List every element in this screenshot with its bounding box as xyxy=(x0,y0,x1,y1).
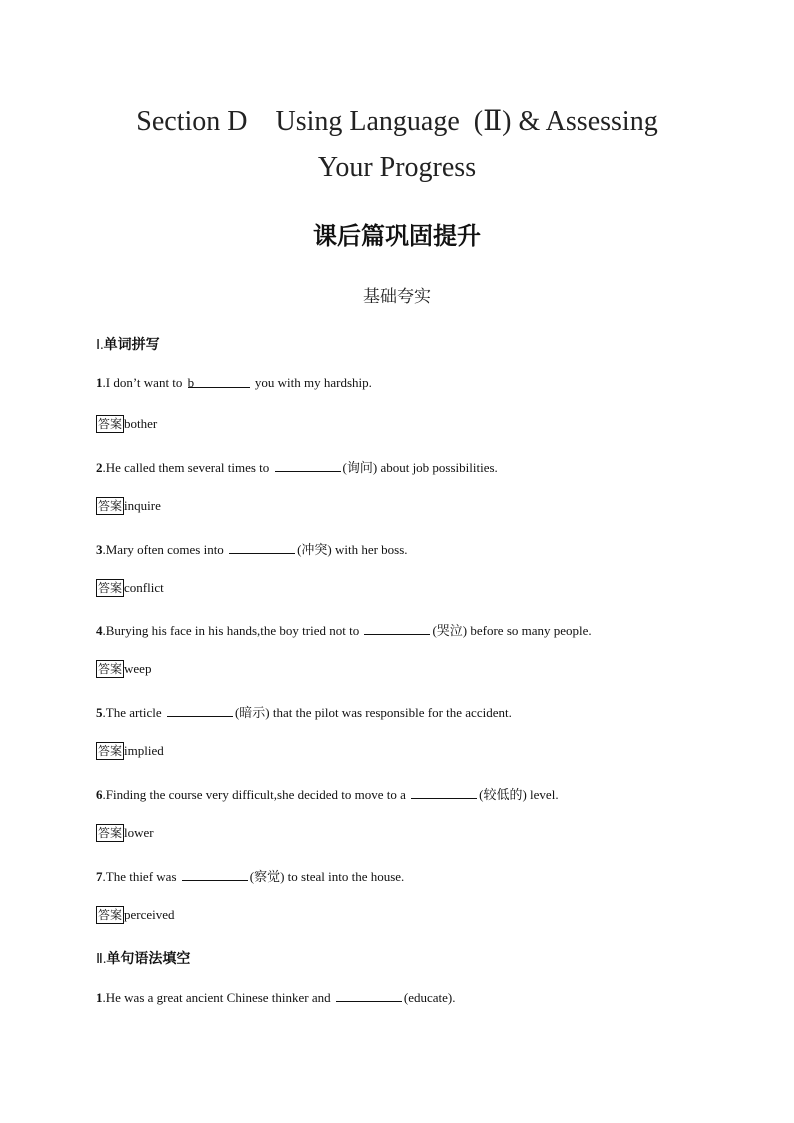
question-text-after: you with my hardship. xyxy=(251,375,372,390)
blank-prefix: b xyxy=(187,375,195,390)
answer-5 xyxy=(96,742,164,760)
answer-label: 答案 xyxy=(98,581,123,596)
answer-text: implied xyxy=(124,743,164,759)
question-number: 1 xyxy=(96,375,103,390)
question-text-before: .Burying his face in his hands,the boy tried not to xyxy=(102,623,363,638)
question-number: 6 xyxy=(96,787,103,802)
question-text-before: .The article xyxy=(102,705,165,720)
question-text-after: (哭泣) before so many people. xyxy=(432,623,592,638)
part2-question-1 xyxy=(96,989,456,1006)
answer-blank xyxy=(364,622,430,635)
question-text-after: (较低的) level. xyxy=(479,787,559,802)
answer-label: 答案 xyxy=(98,908,123,923)
answer-blank xyxy=(411,786,477,799)
answer-text: perceived xyxy=(124,907,175,923)
answer-blank xyxy=(167,704,233,717)
answer-1 xyxy=(96,415,157,433)
part2-heading xyxy=(96,948,190,968)
question-4 xyxy=(96,620,592,639)
question-text-after: (冲突) with her boss. xyxy=(297,542,408,557)
page-subtitle: 课后篇巩固提升 xyxy=(313,222,481,250)
answer-label: 答案 xyxy=(98,417,123,432)
question-7 xyxy=(96,866,404,885)
part1-number: Ⅰ. xyxy=(96,338,104,353)
answer-text: conflict xyxy=(124,580,164,596)
page-title-line-1: Section D Using Language (Ⅱ) & Assessing xyxy=(136,106,658,137)
answer-blank xyxy=(275,459,341,472)
part1-heading xyxy=(96,334,160,354)
part2-heading-text: 单句语法填空 xyxy=(106,951,191,967)
question-number: 3 xyxy=(96,542,103,557)
question-5 xyxy=(96,702,512,721)
answer-blank xyxy=(188,375,250,388)
question-number: 7 xyxy=(96,869,103,884)
answer-3 xyxy=(96,579,164,597)
question-number: 1 xyxy=(96,990,103,1005)
question-text-after: (educate). xyxy=(403,990,456,1005)
answer-6 xyxy=(96,824,154,842)
question-6 xyxy=(96,784,559,803)
answer-label: 答案 xyxy=(98,744,123,759)
question-text-before: .The thief was xyxy=(102,869,180,884)
question-text-before: .Mary often comes into xyxy=(102,542,228,557)
answer-label: 答案 xyxy=(98,662,123,677)
answer-2 xyxy=(96,497,161,515)
question-2 xyxy=(96,457,498,476)
question-text-before: .He was a great ancient Chinese thinker and xyxy=(102,990,334,1005)
answer-label: 答案 xyxy=(98,826,123,841)
question-number: 2 xyxy=(96,460,103,475)
answer-blank xyxy=(229,541,295,554)
question-text-before: .He called them several times to xyxy=(102,460,273,475)
question-text-before: .I don’t want to xyxy=(102,375,186,390)
question-text-before: .Finding the course very difficult,she decided to move to a xyxy=(102,787,410,802)
question-1 xyxy=(96,375,372,391)
answer-text: weep xyxy=(124,661,152,677)
question-3 xyxy=(96,539,408,558)
section-label: 基础夸实 xyxy=(363,287,431,307)
answer-blank xyxy=(336,989,402,1002)
question-text-after: (暗示) that the pilot was responsible for the accident. xyxy=(234,705,512,720)
answer-label: 答案 xyxy=(98,499,123,514)
answer-text: lower xyxy=(124,825,154,841)
question-text-after: (询问) about job possibilities. xyxy=(342,460,498,475)
answer-7 xyxy=(96,906,175,924)
answer-blank xyxy=(182,868,248,881)
answer-text: bother xyxy=(124,416,158,432)
page-title-line-2: Your Progress xyxy=(317,152,477,183)
answer-text: inquire xyxy=(124,498,161,514)
question-text-after: (察觉) to steal into the house. xyxy=(249,869,405,884)
question-number: 4 xyxy=(96,623,103,638)
part2-number: Ⅱ. xyxy=(96,952,107,967)
part1-heading-text: 单词拼写 xyxy=(103,337,160,353)
question-number: 5 xyxy=(96,705,103,720)
answer-4 xyxy=(96,660,151,678)
